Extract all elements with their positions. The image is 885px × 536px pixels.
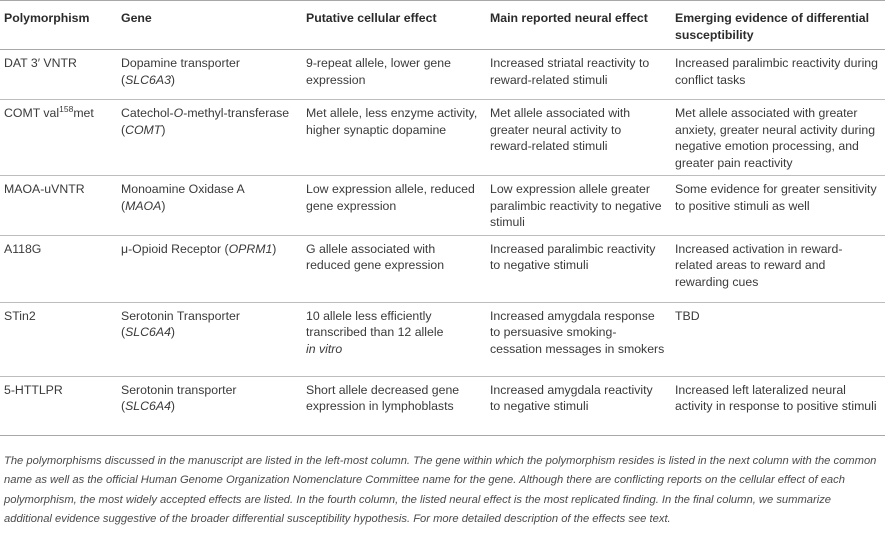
cell-gene: Serotonin Transporter (SLC6A4) [117, 302, 302, 376]
gene-symbol: COMT [125, 122, 162, 137]
header-susceptibility-evidence: Emerging evidence of differential susceptibility [671, 1, 885, 50]
cell-cellular-effect [302, 302, 486, 376]
header-cellular-effect: Putative cellular effect [302, 1, 486, 50]
gene-symbol: OPRM1 [228, 241, 273, 256]
polymorphism-suffix: met [73, 106, 94, 120]
cell-gene: Serotonin transporter (SLC6A4) [117, 376, 302, 435]
table-row [0, 235, 885, 302]
polymorphism-superscript: 158 [59, 103, 74, 114]
cell-neural-effect: Met allele associated with greater neural activity to reward-related stimuli [486, 100, 671, 176]
table-row [0, 376, 885, 435]
gene-name: Monoamine Oxidase A [121, 182, 245, 196]
header-neural-effect: Main reported neural effect [486, 1, 671, 50]
cell-susceptibility-evidence: Some evidence for greater sensitivity to positive stimuli as well [671, 176, 885, 236]
gene-name-part: -methyl-transferase [183, 106, 290, 120]
cell-neural-effect: Increased amygdala response to persuasive smoking-cessation messages in smokers [486, 302, 671, 376]
gene-name: μ-Opioid Receptor [121, 241, 222, 256]
cell-gene: Monoamine Oxidase A (MAOA) [117, 176, 302, 236]
gene-name: Dopamine transporter [121, 56, 240, 70]
cell-susceptibility-evidence: Increased left lateralized neural activity in response to positive stimuli [671, 376, 885, 435]
gene-symbol: SLC6A4 [125, 399, 171, 413]
table-header-row [0, 1, 885, 50]
cell-gene: μ-Opioid Receptor (OPRM1) [117, 235, 302, 302]
cell-polymorphism: STin2 [0, 302, 117, 376]
cell-susceptibility-evidence: Increased paralimbic reactivity during conflict tasks [671, 50, 885, 100]
gene-symbol: SLC6A3 [125, 72, 171, 87]
gene-name: Serotonin transporter [121, 382, 237, 397]
cell-gene: Catechol-O-methyl-transferase (COMT) [117, 100, 302, 176]
table-caption: The polymorphisms discussed in the manuscript are listed in the left-most column. The gene within which the polymorphism resides is listed in the next column with the common name as well as the official Human Genome Organization Nomenclature Committee name for the gene. Although there are conflicting reports on the cellular effect of each polymorphism, the most widely accepted effects are listed. In the fourth column, the listed neural effect is the most replicated finding. In the final column, we summarize additional evidence suggestive of the broader differential susceptibility hypothesis. For more detailed description of the effects see text. [4, 455, 877, 525]
cell-cellular-effect: Short allele decreased gene expression in lymphoblasts [302, 376, 486, 435]
cell-susceptibility-evidence: TBD [671, 302, 885, 376]
cell-polymorphism: 5-HTTLPR [0, 376, 117, 435]
polymorphism-prefix: COMT val [4, 106, 60, 120]
table-row [0, 176, 885, 236]
cell-neural-effect: Low expression allele greater paralimbic reactivity to negative stimuli [486, 176, 671, 236]
cell-cellular-effect: G allele associated with reduced gene expression [302, 235, 486, 302]
cellular-effect-italic: in vitro [306, 341, 343, 356]
header-polymorphism: Polymorphism [0, 1, 117, 50]
gene-name: Serotonin Transporter [121, 308, 240, 323]
table-row [0, 100, 885, 176]
cell-neural-effect: Increased amygdala reactivity to negative stimuli [486, 376, 671, 435]
cell-cellular-effect: 9-repeat allele, lower gene expression [302, 50, 486, 100]
gene-name-italic: O [173, 106, 184, 120]
cell-polymorphism: A118G [0, 235, 117, 302]
table-row [0, 50, 885, 100]
cell-cellular-effect: Low expression allele, reduced gene expression [302, 176, 486, 236]
gene-symbol: MAOA [125, 198, 162, 213]
cell-neural-effect: Increased paralimbic reactivity to negative stimuli [486, 235, 671, 302]
cell-polymorphism: DAT 3′ VNTR [0, 50, 117, 100]
gene-name-part: Catechol- [121, 106, 174, 120]
cell-polymorphism [0, 100, 117, 176]
header-gene: Gene [117, 1, 302, 50]
cell-neural-effect: Increased striatal reactivity to reward-related stimuli [486, 50, 671, 100]
table-row [0, 302, 885, 376]
cell-susceptibility-evidence: Met allele associated with greater anxiety, greater neural activity during negative emotion processing, and greater pain reactivity [671, 100, 885, 176]
cell-gene: Dopamine transporter (SLC6A3) [117, 50, 302, 100]
gene-symbol: SLC6A4 [125, 325, 171, 339]
cell-susceptibility-evidence: Increased activation in reward-related areas to reward and rewarding cues [671, 235, 885, 302]
cell-polymorphism: MAOA-uVNTR [0, 176, 117, 236]
cellular-effect-text: 10 allele less efficiently transcribed than 12 allele [306, 308, 444, 339]
cell-cellular-effect: Met allele, less enzyme activity, higher synaptic dopamine [302, 100, 486, 176]
